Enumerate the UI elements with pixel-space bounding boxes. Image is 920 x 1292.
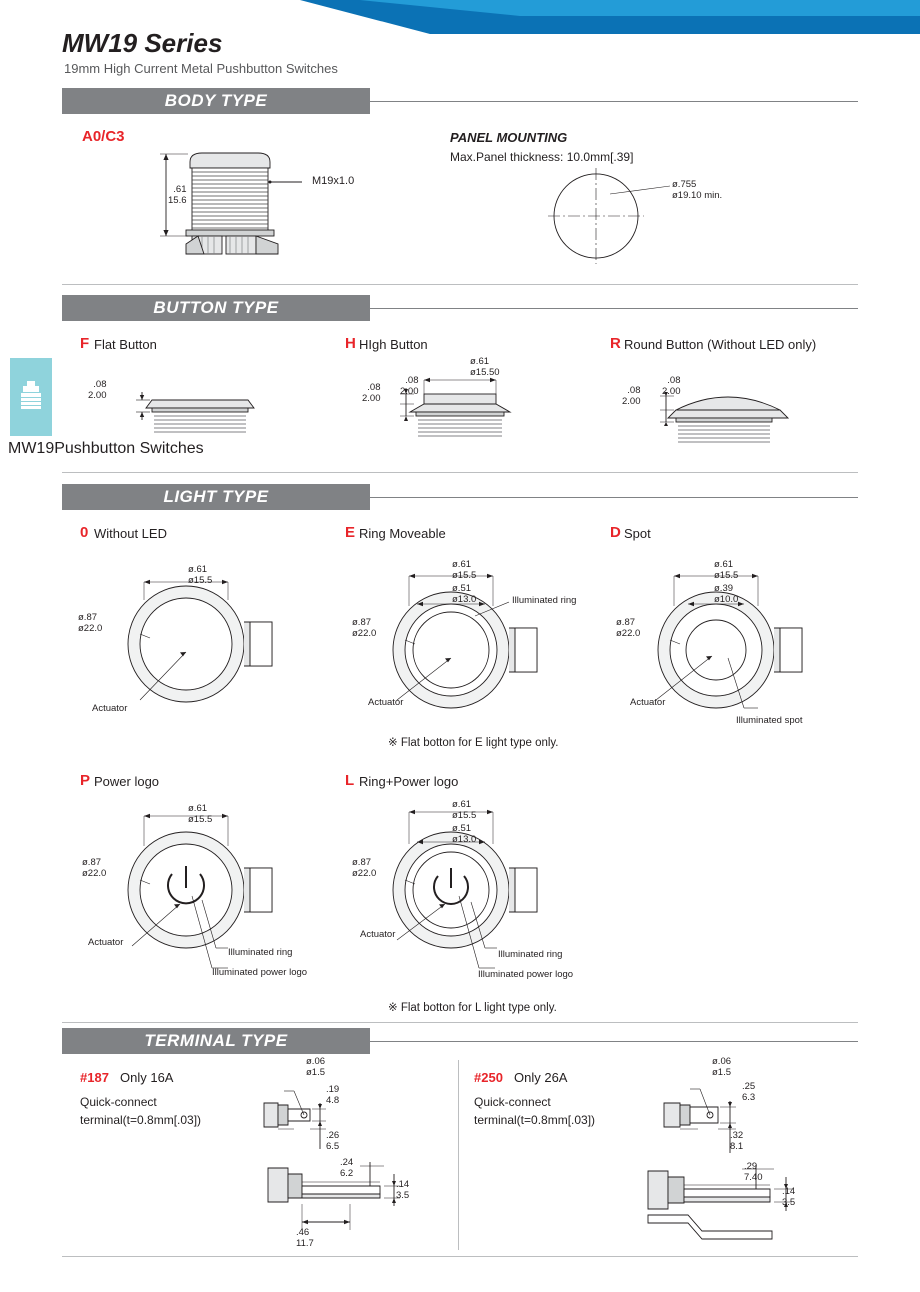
- divider-2: [62, 472, 858, 473]
- terminal-187-dim-14: .14 3.5: [396, 1179, 410, 1201]
- panel-dia-dim: ø.755 ø19.10 min.: [672, 179, 723, 201]
- terminal-column-divider: [458, 1060, 459, 1250]
- light-type-code-p: P: [80, 772, 91, 789]
- light-type-drawing-d: [640, 560, 855, 730]
- button-type-code-h: H: [345, 335, 356, 352]
- light-d-callout-actuator: Actuator: [630, 697, 666, 708]
- button-type-code-f: F: [80, 335, 90, 352]
- terminal-drawing-187-top: [250, 1075, 430, 1155]
- light-type-label-l: Ring+Power logo: [359, 774, 459, 789]
- button-type-drawing-f: [130, 386, 290, 456]
- terminal-desc1-250: Quick-connect: [474, 1095, 551, 1109]
- light-l-outer-dia: ø.87 ø22.0: [352, 857, 377, 879]
- button-f-dim: .08 2.00: [88, 379, 107, 401]
- side-tab: [10, 358, 52, 436]
- light-type-label-0: Without LED: [94, 526, 167, 541]
- terminal-187-dim-19: .19 4.8: [326, 1084, 340, 1106]
- panel-mounting-title: PANEL MOUNTING: [450, 130, 568, 145]
- light-type-note-1: ※ Flat botton for E light type only.: [388, 737, 559, 749]
- light-l-callout-power-logo: Illuminated power logo: [478, 969, 574, 980]
- light-l-callout-ring: Illuminated ring: [498, 949, 563, 960]
- body-height-dim: .61 15.6: [168, 184, 187, 206]
- light-d-inner2-dia: ø.39 ø10.0: [714, 583, 739, 605]
- light-type-code-e: E: [345, 524, 356, 541]
- light-type-code-l: L: [345, 772, 355, 789]
- light-type-drawing-e: [375, 560, 590, 720]
- light-0-outer-dia: ø.87 ø22.0: [78, 612, 103, 634]
- button-type-label-r: Round Button (Without LED only): [624, 337, 817, 352]
- terminal-187-dim-dia: ø.06 ø1.5: [306, 1056, 326, 1078]
- section-rule-body-type: [370, 101, 858, 102]
- light-type-label-d: Spot: [624, 526, 651, 541]
- light-type-code-0: 0: [80, 524, 89, 541]
- divider-3: [62, 1022, 858, 1023]
- light-l-inner-dia: ø.61 ø15.5: [452, 799, 477, 821]
- panel-mounting-note: Max.Panel thickness: 10.0mm[.39]: [450, 150, 634, 164]
- light-type-label-p: Power logo: [94, 774, 160, 789]
- terminal-187-dim-26: .26 6.5: [326, 1130, 340, 1152]
- divider-4: [62, 1256, 858, 1257]
- light-0-callout-actuator: Actuator: [92, 703, 128, 714]
- side-tab-series: MW19: [8, 440, 55, 457]
- terminal-rating-250: Only 26A: [514, 1070, 568, 1085]
- light-d-callout-spot: Illuminated spot: [736, 715, 803, 726]
- terminal-250-dim-dia: ø.06 ø1.5: [712, 1056, 732, 1078]
- light-e-inner-dia: ø.61 ø15.5: [452, 559, 477, 581]
- section-header-body-type: BODY TYPE: [62, 88, 370, 114]
- light-type-drawing-p: [110, 800, 325, 980]
- button-r-dim-2: .08 2.00: [662, 375, 681, 397]
- section-rule-button-type: [370, 308, 858, 309]
- light-p-inner-dia: ø.61 ø15.5: [188, 803, 213, 825]
- light-e-callout-ring: Illuminated ring: [512, 595, 577, 606]
- section-header-button-type: BUTTON TYPE: [62, 295, 370, 321]
- button-type-label-h: HIgh Button: [359, 337, 428, 352]
- light-type-code-d: D: [610, 524, 621, 541]
- terminal-rating-187: Only 16A: [120, 1070, 174, 1085]
- body-type-drawing: [130, 140, 370, 270]
- light-type-label-e: Ring Moveable: [359, 526, 446, 541]
- button-type-drawing-h: [400, 370, 570, 456]
- light-type-note-2: ※ Flat botton for L light type only.: [388, 1002, 557, 1014]
- light-l-callout-actuator: Actuator: [360, 929, 396, 940]
- terminal-code-187: #187: [80, 1070, 109, 1085]
- side-tab-category: Pushbutton Switches: [54, 440, 204, 457]
- page-title-block: [62, 28, 338, 76]
- terminal-desc1-187: Quick-connect: [80, 1095, 157, 1109]
- light-e-inner2-dia: ø.51 ø13.0: [452, 583, 477, 605]
- section-rule-terminal-type: [370, 1041, 858, 1042]
- light-d-outer-dia: ø.87 ø22.0: [616, 617, 641, 639]
- terminal-250-dim-32: .32 8.1: [730, 1130, 744, 1152]
- section-header-light-type: LIGHT TYPE: [62, 484, 370, 510]
- light-0-inner-dia: ø.61 ø15.5: [188, 564, 213, 586]
- terminal-desc2-250: terminal(t=0.8mm[.03]): [474, 1113, 596, 1127]
- light-p-callout-power-logo: Illuminated power logo: [212, 967, 308, 978]
- button-h-dim-1: .08 2.00: [362, 382, 381, 404]
- light-p-outer-dia: ø.87 ø22.0: [82, 857, 107, 879]
- terminal-250-dim-14: .14 3.5: [782, 1186, 796, 1208]
- terminal-250-dim-25: .25 6.3: [742, 1081, 756, 1103]
- body-type-code: A0/C3: [82, 128, 125, 145]
- button-type-label-f: Flat Button: [94, 337, 157, 352]
- light-e-callout-actuator: Actuator: [368, 697, 404, 708]
- terminal-drawing-250-bottom: [630, 1165, 850, 1255]
- section-rule-light-type: [370, 497, 858, 498]
- terminal-250-dim-29: .29 7.40: [744, 1161, 763, 1183]
- thread-label: M19x1.0: [312, 175, 355, 187]
- page-subtitle: 19mm High Current Metal Pushbutton Switches: [64, 61, 338, 76]
- light-p-callout-ring: Illuminated ring: [228, 947, 293, 958]
- light-d-inner-dia: ø.61 ø15.5: [714, 559, 739, 581]
- button-h-dim-2: .08 2.00: [400, 375, 419, 397]
- light-l-inner2-dia: ø.51 ø13.0: [452, 823, 477, 845]
- button-h-dia: ø.61 ø15.50: [470, 356, 500, 378]
- terminal-187-dim-24: .24 6.2: [340, 1157, 354, 1179]
- light-p-callout-actuator: Actuator: [88, 937, 124, 948]
- button-type-code-r: R: [610, 335, 621, 352]
- light-e-outer-dia: ø.87 ø22.0: [352, 617, 377, 639]
- terminal-desc2-187: terminal(t=0.8mm[.03]): [80, 1113, 202, 1127]
- section-header-terminal-type: TERMINAL TYPE: [62, 1028, 370, 1054]
- terminal-187-dim-46: .46 11.7: [296, 1227, 314, 1249]
- button-type-drawing-r: [660, 380, 830, 456]
- pushbutton-icon: [18, 377, 44, 417]
- terminal-code-250: #250: [474, 1070, 503, 1085]
- button-r-dim-1: .08 2.00: [622, 385, 641, 407]
- divider-1: [62, 284, 858, 285]
- page-title: MW19 Series: [62, 28, 223, 58]
